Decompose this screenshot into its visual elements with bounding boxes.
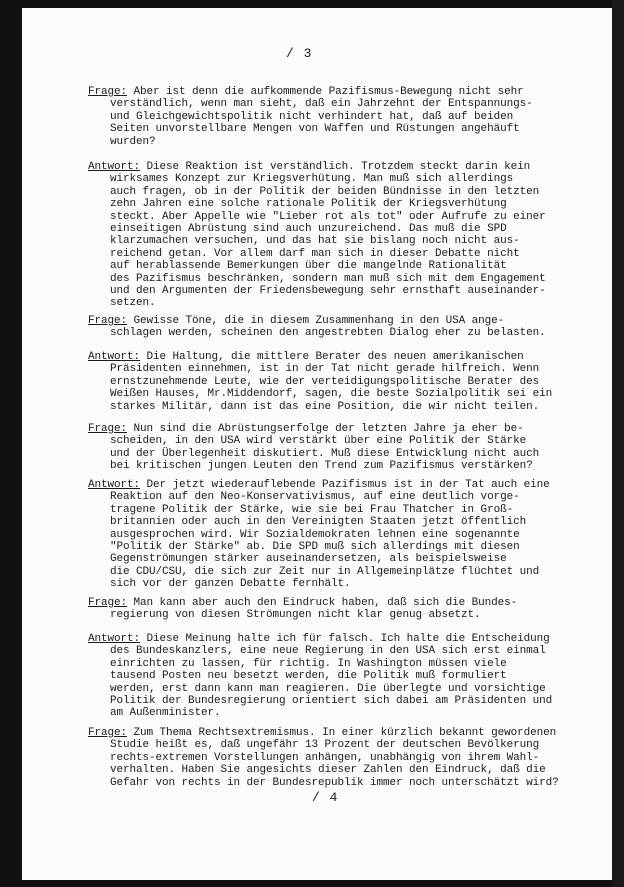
text-line [88, 683, 598, 695]
text-line [88, 315, 598, 327]
line-text: regierung von diesen Strömungen nicht klar genug absetzt. [110, 609, 481, 622]
text-line [88, 460, 598, 472]
line-text: Die Haltung, die mittlere Berater des neuen amerikanischen [146, 351, 524, 363]
line-text: ausgesprochen wird. Wir Sozialdemokraten lehnen eine sogenannte [110, 528, 520, 541]
line-text: wirksames Konzept zur Kriegsverhütung. Man muß sich allerdings [110, 173, 514, 186]
text-line [88, 173, 598, 185]
text-line [88, 479, 598, 491]
text-line [88, 98, 598, 110]
question-block [88, 597, 598, 622]
line-text: bei kritischen jungen Leuten den Trend zum Pazifismus verstärken? [110, 460, 533, 473]
question-label: Frage: [88, 315, 128, 327]
line-text: klarzumachen versuchen, und das hat sie bislang noch nicht aus- [110, 235, 520, 248]
question-block [88, 86, 598, 148]
line-text: Nun sind die Abrüstungserfolge der letzten Jahre ja eher be- [133, 423, 524, 435]
text-line [88, 695, 598, 707]
line-text: die CDU/CSU, die sich zur Zeit nur in Allgemeinplätze flüchtet und [110, 565, 540, 578]
text-line [88, 211, 598, 223]
question-label: Frage: [88, 86, 128, 98]
line-text: verständlich, wenn man sieht, daß ein Jahrzehnt der Entspannungs- [110, 98, 533, 111]
line-text: Diese Reaktion ist verständlich. Trotzdem steckt darin kein [146, 161, 531, 173]
text-line [88, 764, 598, 776]
question-block [88, 423, 598, 473]
line-text: steckt. Aber Appelle wie "Lieber rot als tot" oder Aufrufe zu einer [110, 210, 546, 223]
text-line [88, 423, 598, 435]
text-line [88, 248, 598, 260]
line-text: Zum Thema Rechtsextremismus. In einer kürzlich bekannt gewordenen [133, 727, 557, 739]
text-line [88, 739, 598, 751]
scan-edge [612, 0, 624, 887]
line-text: Reaktion auf den Neo-Konservativismus, auf eine deutlich vorge- [110, 491, 520, 504]
text-line [88, 376, 598, 388]
line-text: scheiden, in den USA wird verstärkt über eine Politik der Stärke [110, 435, 527, 448]
text-line [88, 186, 598, 198]
line-text: "Politik der Stärke" ab. Die SPD muß sich allerdings mit diesen [110, 541, 520, 554]
text-line [88, 566, 598, 578]
text-line [88, 707, 598, 719]
answer-block [88, 633, 598, 720]
line-text: einrichten zu lassen, für richtig. In Washington müssen viele [110, 657, 507, 670]
question-label: Frage: [88, 727, 128, 739]
line-text: Seiten unvorstellbare Mengen von Waffen und Rüstungen angehäuft [110, 123, 520, 136]
answer-label: Antwort: [88, 633, 141, 645]
text-line [88, 198, 598, 210]
answer-label: Antwort: [88, 161, 141, 173]
text-line [88, 645, 598, 657]
text-line [88, 260, 598, 272]
text-line [88, 670, 598, 682]
line-text: auf herablassende Bemerkungen über die mangelnde Rationalität [110, 260, 507, 273]
text-line [88, 727, 598, 739]
text-line [88, 223, 598, 235]
page-number-bottom: / 4 [312, 790, 339, 805]
text-line [88, 448, 598, 460]
line-text: schlagen werden, scheinen den angestrebten Dialog eher zu belasten. [110, 327, 546, 340]
line-text: britannien oder auch in den Vereinigten Staaten jetzt öffentlich [110, 516, 527, 529]
text-line [88, 327, 598, 339]
page-number-top: / 3 [286, 46, 313, 61]
text-line [88, 529, 598, 541]
line-text: Aber ist denn die aufkommende Pazifismus-Bewegung nicht sehr [133, 86, 524, 98]
text-line [88, 297, 598, 309]
line-text: wurden? [110, 135, 156, 148]
text-line [88, 351, 598, 363]
text-line [88, 516, 598, 528]
line-text: tausend Posten neu besetzt werden, die Politik muß formuliert [110, 670, 507, 683]
line-text: am Außenminister. [110, 707, 221, 720]
line-text: werden, erst dann kann man reagieren. Die überlegte und vorsichtige [110, 682, 546, 695]
line-text: und der Überlegenheit diskutiert. Muß diese Entwicklung nicht auch [110, 447, 540, 460]
text-line [88, 752, 598, 764]
text-line [88, 111, 598, 123]
line-text: Gewisse Töne, die in diesem Zusammenhang in den USA ange- [133, 315, 505, 327]
question-block [88, 727, 598, 789]
line-text: Präsidenten einnehmen, ist in der Tat nicht gerade hilfreich. Wenn [110, 363, 540, 376]
line-text: Man kann aber auch den Eindruck haben, daß sich die Bundes- [133, 597, 518, 609]
text-line [88, 123, 598, 135]
text-line [88, 578, 598, 590]
text-line [88, 777, 598, 789]
line-text: auch fragen, ob in der Politik der beiden Bündnisse in den letzten [110, 185, 540, 198]
text-line [88, 633, 598, 645]
answer-block [88, 161, 598, 310]
line-text: tragene Politik der Stärke, wie sie bei Frau Thatcher in Groß- [110, 503, 514, 516]
line-text: des Pazifismus beschränken, sondern man muß sich mit dem Engagement [110, 272, 546, 285]
line-text: sich vor der ganzen Debatte fernhält. [110, 578, 351, 591]
line-text: und den Argumenten der Friedensbewegung sehr ernsthaft auseinander- [110, 285, 546, 298]
text-line [88, 609, 598, 621]
line-text: reichend getan. Vor allem darf man sich in dieser Debatte nicht [110, 247, 520, 260]
text-line [88, 285, 598, 297]
text-line [88, 388, 598, 400]
text-line [88, 136, 598, 148]
text-line [88, 161, 598, 173]
line-text: Diese Meinung halte ich für falsch. Ich halte die Entscheidung [146, 633, 550, 645]
text-line [88, 541, 598, 553]
line-text: und Gleichgewichtspolitik nicht verhindert hat, daß auf beiden [110, 110, 514, 123]
line-text: des Bundeskanzlers, eine neue Regierung in den USA sich erst einmal [110, 645, 546, 658]
text-line [88, 273, 598, 285]
text-line [88, 363, 598, 375]
line-text: starkes Militär, dann ist das eine Position, die wir nicht teilen. [110, 400, 540, 413]
line-text: verhalten. Haben Sie angesichts dieser Zahlen den Eindruck, daß die [110, 764, 546, 777]
text-line [88, 597, 598, 609]
answer-block [88, 351, 598, 413]
line-text: Gegenströmungen stärker auseinandersetzen, als beispielsweise [110, 553, 507, 566]
line-text: Der jetzt wiederauflebende Pazifismus ist in der Tat auch eine [146, 479, 550, 491]
text-line [88, 504, 598, 516]
line-text: setzen. [110, 297, 156, 310]
line-text: ernstzunehmende Leute, wie der verteidigungspolitische Berater des [110, 375, 540, 388]
line-text: zehn Jahren eine solche rationale Politik der Kriegsverhütung [110, 198, 507, 211]
line-text: Studie heißt es, daß ungefähr 13 Prozent der deutschen Bevölkerung [110, 739, 540, 752]
question-label: Frage: [88, 423, 128, 435]
document-page [22, 8, 612, 880]
text-line [88, 491, 598, 503]
question-label: Frage: [88, 597, 128, 609]
text-line [88, 86, 598, 98]
text-line [88, 235, 598, 247]
text-line [88, 553, 598, 565]
answer-label: Antwort: [88, 479, 141, 491]
line-text: Gefahr von rechts in der Bundesrepublik immer noch unterschätzt wird? [110, 776, 559, 789]
line-text: Politik der Bundesregierung orientiert sich dabei am Präsidenten und [110, 695, 553, 708]
line-text: Weißen Hauses, Mr.Middendorf, sagen, die beste Sozialpolitik sei ein [110, 388, 553, 401]
line-text: einseitigen Abrüstung sind auch unzureichend. Das muß die SPD [110, 223, 507, 236]
text-line [88, 658, 598, 670]
question-block [88, 315, 598, 340]
line-text: rechts-extremen Vorstellungen anhängen, unabhängig von ihrem Wahl- [110, 751, 540, 764]
answer-label: Antwort: [88, 351, 141, 363]
answer-block [88, 479, 598, 591]
text-line [88, 401, 598, 413]
text-line [88, 435, 598, 447]
